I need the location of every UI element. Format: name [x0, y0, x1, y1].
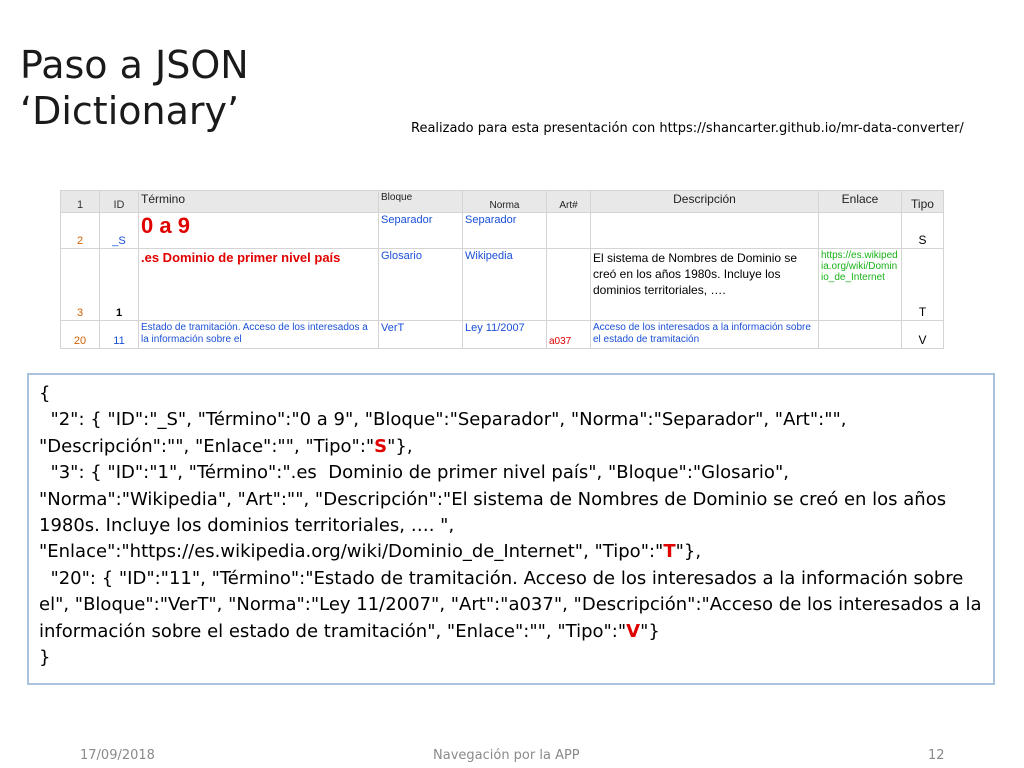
footer-page-number: 12: [928, 748, 945, 763]
json-close-brace: }: [39, 647, 51, 669]
row-termino: 0 a 9: [139, 213, 379, 249]
row-descripcion: Acceso de los interesados a la información sobre el estado de tramitación: [591, 321, 819, 349]
row-art: a037: [547, 321, 591, 349]
row-bloque: Separador: [379, 213, 463, 249]
row-norma: Ley 11/2007: [463, 321, 547, 349]
header-descripcion: Descripción: [591, 191, 819, 213]
header-art: Art#: [547, 191, 591, 213]
row-descripcion: El sistema de Nombres de Dominio se creó en los años 1980s. Incluye los dominios territoriales, ….: [591, 249, 819, 321]
json-entry-2-tipo: S: [374, 435, 388, 457]
slide-title-line-1: Paso a JSON: [20, 43, 249, 87]
json-entry-20: [39, 566, 988, 645]
header-bloque: Bloque: [379, 191, 463, 213]
header-id: ID: [100, 191, 139, 213]
row-termino: Estado de tramitación. Acceso de los interesados a la información sobre el: [139, 321, 379, 349]
row-id: _S: [100, 213, 139, 249]
slide-title: [20, 42, 249, 134]
json-entry-3-end: "},: [675, 541, 702, 563]
row-tipo: V: [902, 321, 944, 349]
sheet-header-row: [61, 191, 944, 213]
row-art: [547, 249, 591, 321]
row-id: 1: [100, 249, 139, 321]
header-norma: Norma: [463, 191, 547, 213]
json-entry-20-body: "20": { "ID":"11", "Término":"Estado de tramitación. Acceso de los interesados a la información sobre el", "Bloque":"VerT", "Norma":"Ley 11/2007", "Art":"a037", "Descripción":"Acceso de los interesados a la información sobre el estado de tramitación", "Enlace":"", "Tipo":": [39, 567, 988, 642]
header-enlace: Enlace: [819, 191, 902, 213]
row-norma: Separador: [463, 213, 547, 249]
header-termino: Término: [139, 191, 379, 213]
row-number: 2: [61, 213, 100, 249]
header-tipo: Tipo: [902, 191, 944, 213]
row-enlace: [819, 321, 902, 349]
footer-date: 17/09/2018: [80, 748, 155, 763]
slide-title-line-2: ‘Dictionary’: [20, 89, 240, 133]
row-bloque: Glosario: [379, 249, 463, 321]
json-entry-20-end: "}: [640, 620, 660, 642]
json-entry-2-end: "},: [387, 435, 413, 457]
json-entry-2: [39, 407, 983, 460]
credit-note: Realizado para esta presentación con https://shancarter.github.io/mr-data-converter/: [411, 121, 964, 136]
row-bloque: VerT: [379, 321, 463, 349]
table-row: [61, 249, 944, 321]
header-row-number: 1: [61, 191, 100, 213]
table-row: [61, 321, 944, 349]
row-tipo: S: [902, 213, 944, 249]
table-row: [61, 213, 944, 249]
row-norma: Wikipedia: [463, 249, 547, 321]
row-enlace[interactable]: https://es.wikipedia.org/wiki/Dominio_de_Internet: [819, 249, 902, 321]
json-entry-3-body: "3": { "ID":"1", "Término":".es Dominio de primer nivel país", "Bloque":"Glosario", "Norma":"Wikipedia", "Art":"", "Descripción":"El sistema de Nombres de Dominio se creó en los años 1980s. Incluye los dominios territoriales, …. ", "Enlace":"https://es.wikipedia.org/wiki/Dominio_de_Internet", "Tipo":": [39, 462, 952, 563]
footer-title: Navegación por la APP: [433, 748, 580, 763]
json-entry-2-body: "2": { "ID":"_S", "Término":"0 a 9", "Bloque":"Separador", "Norma":"Separador", "Art":"", "Descripción":"", "Enlace":"", "Tipo":": [39, 409, 853, 457]
json-code-box: [27, 373, 995, 685]
row-descripcion: [591, 213, 819, 249]
json-entry-3: [39, 460, 983, 566]
spreadsheet-excerpt: [60, 190, 944, 349]
json-entry-3-tipo: T: [663, 541, 676, 563]
row-tipo: T: [902, 249, 944, 321]
json-entry-20-tipo: V: [626, 620, 641, 642]
json-open-brace: {: [39, 383, 51, 404]
row-number: 20: [61, 321, 100, 349]
row-id: 11: [100, 321, 139, 349]
row-enlace: [819, 213, 902, 249]
row-number: 3: [61, 249, 100, 321]
row-termino: .es Dominio de primer nivel país: [139, 249, 379, 321]
row-art: [547, 213, 591, 249]
